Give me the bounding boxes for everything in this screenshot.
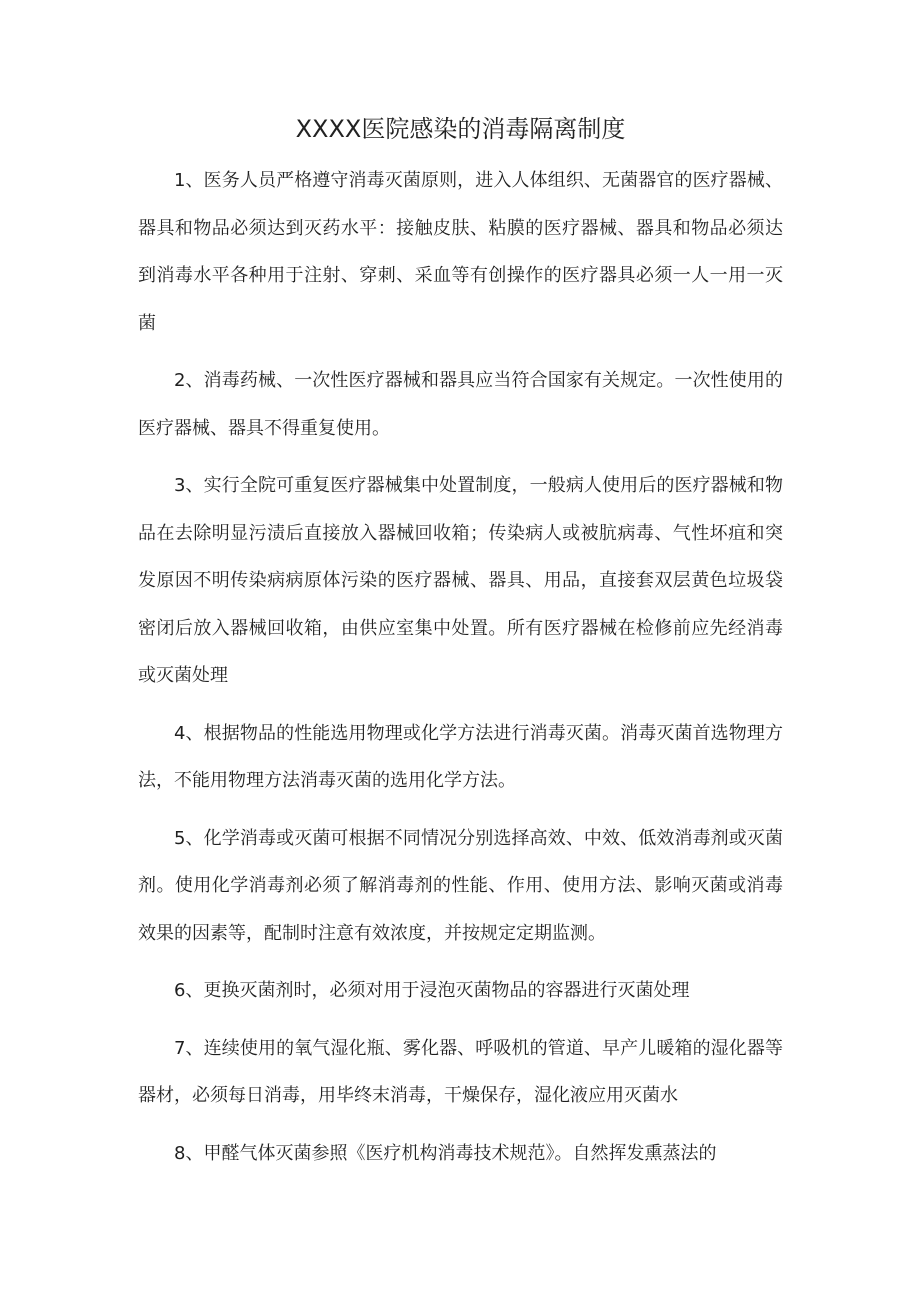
paragraph-2: 2、消毒药械、一次性医疗器械和器具应当符合国家有关规定。一次性使用的医疗器械、器具不得重复使用。 [138, 370, 783, 439]
paragraph-8: 8、甲醛气体灭菌参照《医疗机构消毒技术规范》。自然挥发熏蒸法的 [174, 1142, 717, 1164]
document-title: XXXX医院感染的消毒隔离制度 [295, 115, 626, 143]
paragraph-1: 1、医务人员严格遵守消毒灭菌原则，进入人体组织、无菌器官的医疗器械、器具和物品必须达到灭药水平：接触皮肤、粘膜的医疗器械、器具和物品必须达到消毒水平各种用于注射、穿刺、采血等有创操作的医疗器具必须一人一用一灭菌 [138, 170, 783, 334]
paragraph-5: 5、化学消毒或灭菌可根据不同情况分别选择高效、中效、低效消毒剂或灭菌剂。使用化学消毒剂必须了解消毒剂的性能、作用、使用方法、影响灭菌或消毒效果的因素等，配制时注意有效浓度，并按规定定期监测。 [138, 827, 783, 944]
paragraph-7: 7、连续使用的氧气湿化瓶、雾化器、呼吸机的管道、早产儿暖箱的湿化器等器材，必须每日消毒，用毕终末消毒，干燥保存，湿化液应用灭菌水 [138, 1037, 783, 1106]
paragraph-6: 6、更换灭菌剂时，必须对用于浸泡灭菌物品的容器进行灭菌处理 [174, 980, 690, 1001]
document-body [138, 157, 783, 1187]
paragraph-4: 4、根据物品的性能选用物理或化学方法进行消毒灭菌。消毒灭菌首选物理方法，不能用物理方法消毒灭菌的选用化学方法。 [138, 722, 783, 791]
paragraph-3: 3、实行全院可重复医疗器械集中处置制度，一般病人使用后的医疗器械和物品在去除明显污渍后直接放入器械回收箱；传染病人或被肮病毒、气性坏疽和突发原因不明传染病病原体污染的医疗器械、器具、用品，直接套双层黄色垃圾袋密闭后放入器械回收箱，由供应室集中处置。所有医疗器械在检修前应先经消毒或灭菌处理 [138, 475, 783, 686]
